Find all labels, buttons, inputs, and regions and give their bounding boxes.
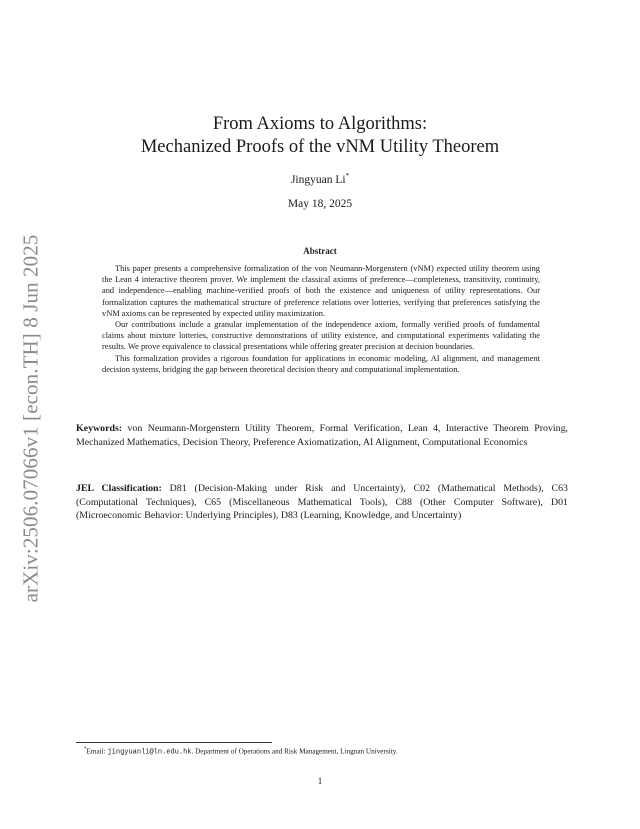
abstract-paragraph: Our contributions include a granular implementation of the independence axiom, formally verified proofs of fundamental claims about mixture lotteries, constructive demonstrations of utility existence, and computational experiments validating the results. We prove equivalence to classical presentations while offering greater precision at decision boundaries. bbox=[102, 320, 540, 352]
jel-text: D81 (Decision-Making under Risk and Uncertainty), C02 (Mathematical Methods), C63 (Computational Techniques), C65 (Miscellaneous Mathematical Tools), C88 (Other Computer Software), D01 (Microeconomic Behavior: Underlying Principles), D83 (Learning, Knowledge, and Uncertainty) bbox=[76, 483, 568, 522]
jel-classification-section bbox=[76, 482, 568, 523]
keywords-label: Keywords: bbox=[76, 423, 123, 434]
abstract-heading: Abstract bbox=[303, 246, 337, 256]
abstract-paragraph: This formalization provides a rigorous foundation for applications in economic modeling, AI alignment, and management decision systems, bridging the gap between theoretical decision theory and computational implementation. bbox=[102, 353, 540, 374]
arxiv-identifier-stamp bbox=[14, 228, 48, 608]
footnote-prefix: Email: bbox=[86, 747, 108, 756]
footnote-mark: * bbox=[84, 747, 87, 752]
footnote-affiliation: . Department of Operations and Risk Management, Lingnan University. bbox=[191, 747, 398, 756]
author-footnote-mark: * bbox=[345, 172, 350, 180]
abstract-paragraph: This paper presents a comprehensive formalization of the von Neumann-Morgenstern (vNM) expected utility theorem using the Lean 4 interactive theorem prover. We implement the classical axioms of preference—completeness, transitivity, continuity, and independence—enabling machine-verified proofs of both the existence and uniqueness of utility representations. Our formalization captures the mathematical structure of preference relations over lotteries, verifying that preferences satisfying the vNM axioms can be represented by expected utility maximization. bbox=[102, 264, 540, 318]
abstract-body bbox=[102, 263, 540, 375]
author-email-link[interactable]: jingyuanli@ln.edu.hk bbox=[107, 748, 192, 757]
arxiv-identifier-text: arXiv:2506.07066v1 [econ.TH] 8 Jun 2025 bbox=[18, 234, 43, 602]
paper-title-line-2: Mechanized Proofs of the vNM Utility Theorem bbox=[140, 137, 500, 157]
author-line bbox=[0, 172, 640, 186]
author-name: Jingyuan Li bbox=[290, 173, 346, 186]
jel-label: JEL Classification: bbox=[76, 483, 162, 494]
paper-date: May 18, 2025 bbox=[287, 198, 353, 210]
page-number: 1 bbox=[317, 776, 323, 786]
footnote-rule bbox=[76, 742, 272, 743]
author-footnote bbox=[84, 745, 564, 757]
keywords-section bbox=[76, 422, 568, 449]
keywords-text: von Neumann-Morgenstern Utility Theorem, Formal Verification, Lean 4, Interactive Theorem Proving, Mechanized Mathematics, Decision Theory, Preference Axiomatization, AI Alignment, Computational Economics bbox=[76, 423, 569, 448]
paper-title-line-1: From Axioms to Algorithms: bbox=[212, 114, 428, 134]
